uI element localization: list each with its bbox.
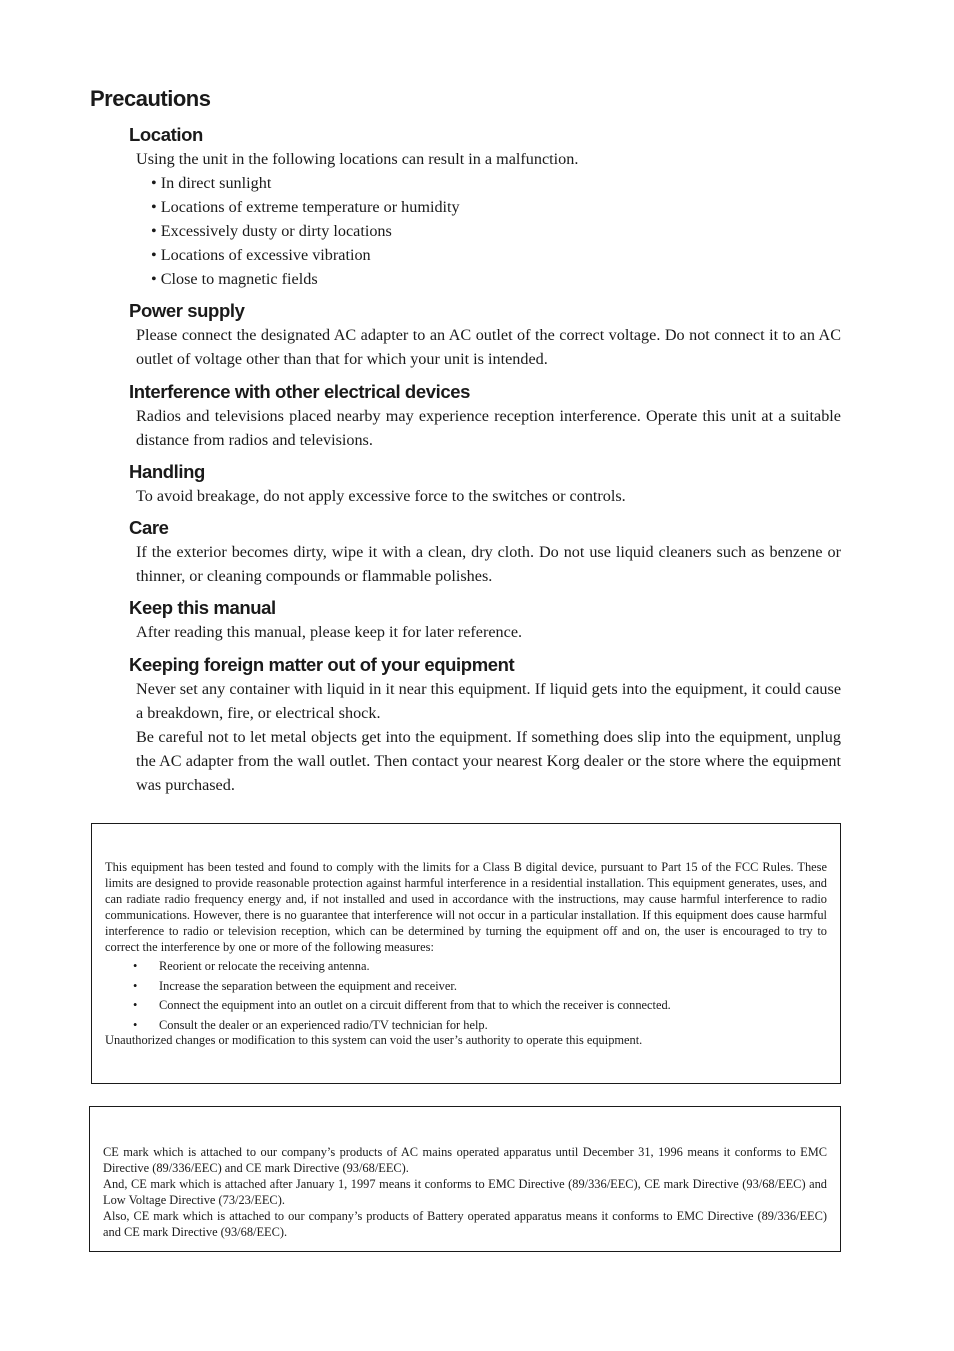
section-location: [129, 123, 841, 291]
list-item: • Locations of extreme temperature or humidity: [151, 195, 841, 219]
section-text: To avoid breakage, do not apply excessive force to the switches or controls.: [136, 487, 626, 505]
measure-text: Reorient or relocate the receiving antenna.: [159, 959, 370, 973]
section-heading: Power supply: [129, 300, 245, 321]
measure-text: Connect the equipment into an outlet on a circuit different from that to which the receiver is connected.: [159, 998, 671, 1012]
section-text: Please connect the designated AC adapter to an AC outlet of the correct voltage. Do not connect it to an AC outlet of voltage other than that for which your unit is intended.: [136, 326, 841, 368]
section-text: If the exterior becomes dirty, wipe it with a clean, dry cloth. Do not use liquid cleaners such as benzene or thinner, or cleaning compounds or flammable polishes.: [136, 543, 841, 585]
bullet: •: [133, 998, 138, 1012]
ce-paragraph: And, CE mark which is attached after January 1, 1997 means it conforms to EMC Directive (89/336/EEC), CE mark Directive (93/68/EEC) and Low Voltage Directive (73/23/EEC).: [103, 1177, 827, 1207]
fcc-text: This equipment has been tested and found to comply with the limits for a Class B digital device, pursuant to Part 15 of the FCC Rules. These limits are designed to provide reasonable protection against harmful interference in a residential installation. This equipment generates, uses, and can radiate radio frequency energy and, if not installed and used in accordance with the instructions, may cause harmful interference to radio communications. However, there is no guarantee that interference will not occur in a particular installation. If this equipment does cause harmful interference to radio or television reception, which can be determined by turning the equipment off and on, the user is encouraged to try to correct the interference by one or more of the following measures:: [105, 860, 827, 954]
ce-paragraph: Also, CE mark which is attached to our company’s products of Battery operated apparatus means it conforms to EMC Directive (89/336/EEC) and CE mark Directive (93/68/EEC).: [103, 1209, 827, 1239]
section-text: Never set any container with liquid in it near this equipment. If liquid gets into the equipment, it could cause a breakdown, fire, or electrical shock.: [136, 680, 841, 722]
section-heading: Handling: [129, 461, 205, 482]
location-list: [129, 171, 841, 291]
page-title: Precautions: [90, 86, 211, 111]
section-keep-manual: [129, 596, 841, 644]
section-text: Be careful not to let metal objects get into the equipment. If something does slip into the equipment, unplug the AC adapter from the wall outlet. Then contact your nearest Korg dealer or the store where the equipment was purchased.: [136, 728, 841, 794]
section-heading: Location: [129, 124, 203, 145]
bullet: •: [133, 978, 138, 993]
measure-text: Increase the separation between the equipment and receiver.: [159, 978, 457, 993]
section-handling: [129, 460, 841, 508]
section-text: Radios and televisions placed nearby may experience reception interference. Operate this unit at a suitable distance from radios and televisions.: [136, 407, 841, 449]
list-item: • In direct sunlight: [151, 171, 841, 195]
section-heading: Keeping foreign matter out of your equipment: [129, 654, 515, 675]
fcc-notice-box: [91, 823, 841, 1084]
fcc-closing: Unauthorized changes or modification to this system can void the user’s authority to operate this equipment.: [105, 1033, 643, 1047]
ce-paragraph: CE mark which is attached to our company’s products of AC mains operated apparatus until December 31, 1996 means it conforms to EMC Directive (89/336/EEC) and CE mark Directive (93/68/EEC).: [103, 1145, 827, 1175]
list-item: • Locations of excessive vibration: [151, 243, 841, 267]
list-item: • Close to magnetic fields: [151, 267, 841, 291]
ce-notice-box: [89, 1106, 841, 1252]
section-text: Using the unit in the following locations can result in a malfunction.: [136, 150, 579, 168]
section-interference: [129, 380, 841, 452]
list-item: [105, 1016, 827, 1036]
measure-text: Consult the dealer or an experienced radio/TV technician for help.: [159, 1017, 488, 1032]
bullet: •: [133, 1017, 138, 1032]
list-item: [105, 996, 827, 1016]
section-heading: Care: [129, 517, 169, 538]
list-item: [105, 977, 827, 997]
section-heading: Interference with other electrical devices: [129, 381, 471, 402]
bullet: •: [133, 959, 138, 973]
fcc-measures-list: [105, 957, 827, 1035]
section-power-supply: [129, 299, 841, 371]
section-care: [129, 516, 841, 588]
section-foreign-matter: [129, 653, 841, 797]
list-item: [105, 957, 827, 977]
list-item: • Excessively dusty or dirty locations: [151, 219, 841, 243]
section-heading: Keep this manual: [129, 597, 276, 618]
section-text: After reading this manual, please keep it for later reference.: [136, 623, 523, 641]
